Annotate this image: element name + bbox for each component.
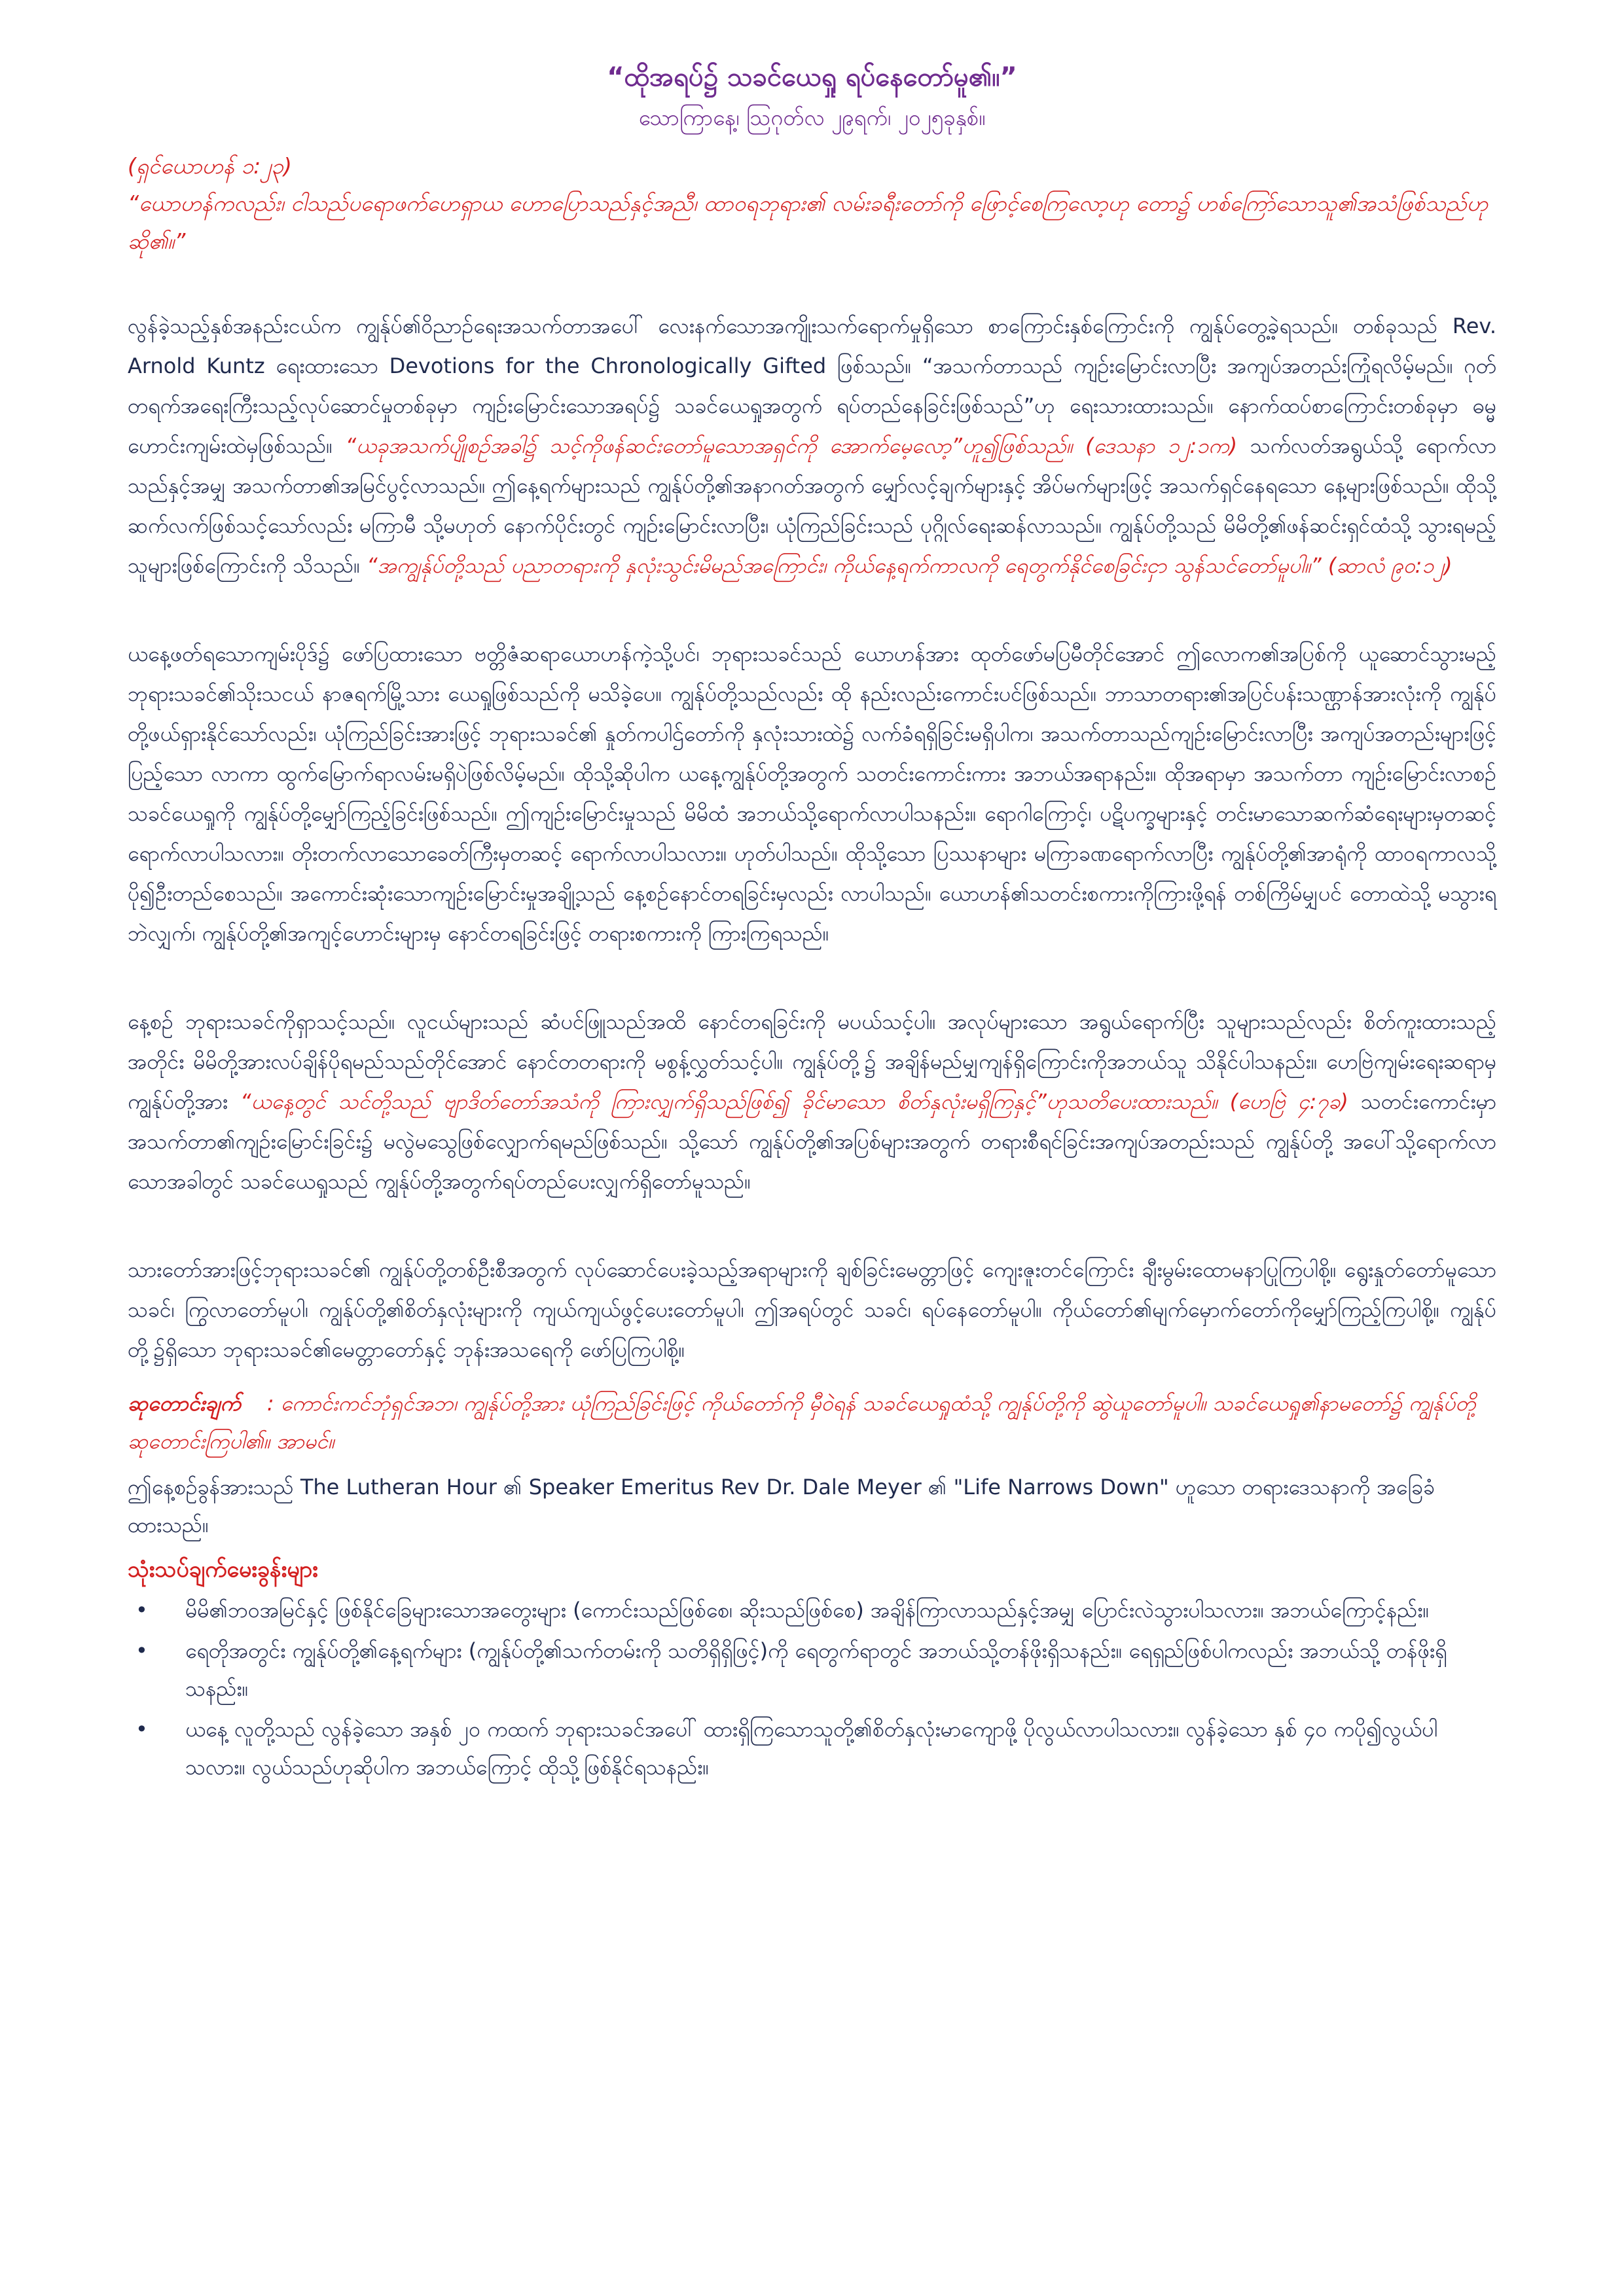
question-text: ယနေ့ လူတို့သည် လွန်ခဲ့သော အနှစ် ၂၀ ကထက် ဘုရားသခင်အပေါ် ထားရှိကြသောသူတို့၏စိတ်နှလုံးမာကျောဖို့ ပိုလွယ်လာပါသလား။ လွန်ခဲ့သော နှစ် ၄၀ ကပို၍လွယ်ပါသလား။ လွယ်သည်ဟုဆိုပါက အဘယ်ကြောင့် ထိုသို့ဖြစ်နိုင်ရသနည်း။ [185,1717,1437,1780]
paragraph-4: သားတော်အားဖြင့်ဘုရားသခင်၏ ကျွန်ုပ်တို့တစ်ဦးစီအတွက် လုပ်ဆောင်ပေးခဲ့သည့်အရာများကို ချစ်ခြင်းမေတ္တာဖြင့် ကျေးဇူးတင်ကြောင်း ချီးမွမ်းထောမနာပြုကြပါစို့။ ရွေးနှုတ်တော်မူသောသခင်၊ ကြွလာတော်မူပါ၊ ကျွန်ုပ်တို့၏စိတ်နှလုံးများကို ကျယ်ကျယ်ဖွင့်ပေးတော်မူပါ၊ ဤအရပ်တွင် သခင်၊ ရပ်နေတော်မူပါ။ ကိုယ်တော်၏မျက်မှောက်တော်ကိုမျှော်ကြည့်ကြပါစို့။ ကျွန်ုပ်တို့၌ရှိသော ဘုရားသခင်၏မေတ္တာတော်နှင့် ဘုန်းအသရေကို ဖော်ပြကြပါစို့။ [128,1257,1496,1362]
scripture-reference: (ရှင်ယောဟန် ၁:၂၃) [128,153,292,179]
paragraph-1 [128,306,1496,586]
paragraph-3-quote: “ယနေ့တွင် သင်တို့သည် ဗျာဒိတ်တော်အသံကို ကြားလျှက်ရှိသည်ဖြစ်၍ ခိုင်မာသော စိတ်နှလုံးမရှိကြနှင့်”ဟုသတိပေးထားသည်။ (ဟေဗြဲ ၄:၇ခ) [240,1089,1348,1114]
question-item [135,1591,1496,1629]
paragraph-1-quote-b: “အကျွန်ုပ်တို့သည် ပညာတရားကို နှလုံးသွင်းမိမည်အကြောင်း၊ ကိုယ်နေ့ရက်ကာလကို ရေတွက်နိုင်စေခြင်းငှာ သွန်သင်တော်မူပါ။” (ဆာလံ ၉၀:၁၂) [367,553,1453,578]
bullet-icon: • [135,1717,148,1742]
question-item [135,1632,1496,1708]
bullet-icon: • [135,1638,148,1663]
scripture-verse: “ယောဟန်ကလည်း၊ ငါသည်ပရောဖက်ဟေရှာယ ဟောပြောသည်နှင့်အညီ၊ ထာဝရဘုရား၏ လမ်းခရီးတော်ကို ဖြောင့်စေကြလော့ဟု တော၌ ဟစ်ကြော်သောသူ၏အသံဖြစ်သည်ဟု ဆို၏။” [128,190,1489,254]
paragraph-3-text-b: သတင်းကောင်းမှာ အသက်တာ၏ကျဉ်းမြောင်းခြင်း၌ မလွဲမသွေဖြစ်လျှောက်ရမည်ဖြစ်သည်။ သို့သော် ကျွန်ုပ်တို့၏အပြစ်များအတွက် တရားစီရင်ခြင်းအကျပ်အတည်းသည် ကျွန်ုပ်တို့ အပေါ်သို့ရောက်လာသောအခါတွင် သခင်ယေရှုသည် ကျွန်ုပ်တို့အတွက်ရပ်တည်ပေးလျှက်ရှိတော်မူသည်။ [128,1089,1497,1194]
bullet-icon: • [135,1598,148,1623]
paragraph-3 [128,1002,1496,1202]
paragraph-1-text-b: သက်လတ်အရွယ်သို့ ရောက်လာသည်နှင့်အမျှ အသက်တာ၏အမြင်ပွင့်လာသည်။ ဤနေ့ရက်များသည် ကျွန်ုပ်တို့၏အနာဂတ်အတွက် မျှော်လင့်ချက်များနှင့် အိပ်မက်များဖြင့် အသက်ရှင်နေရသော နေ့များဖြစ်သည်။ ထိုသို့ဆက်လက်ဖြစ်သင့်သော်လည်း မကြာမီ သို့မဟုတ် နောက်ပိုင်းတွင် ကျဉ်းမြောင်းလာပြီး၊ ယုံကြည်ခြင်းသည် ပုဂ္ဂိုလ်ရေးဆန်လာသည်။ ကျွန်ုပ်တို့သည် မိမိတို့၏ဖန်ဆင်းရှင်ထံသို့ သွားရမည့်သူများဖြစ်ကြောင်းကို သိသည်။ [128,433,1497,578]
paragraph-2: ယနေ့ဖတ်ရသောကျမ်းပိုဒ်၌ ဖော်ပြထားသော ဗတ္တိဇံဆရာယောဟန်ကဲ့သို့ပင်၊ ဘုရားသခင်သည် ယောဟန်အား ထုတ်ဖော်မပြမီတိုင်အောင် ဤလောက၏အပြစ်ကို ယူဆောင်သွားမည့်ဘုရားသခင်၏သိုးသငယ် နာဇရက်မြို့သား ယေရှုဖြစ်သည်ကို မသိခဲ့ပေ။ ကျွန်ုပ်တို့သည်လည်း ထို နည်းလည်းကောင်းပင်ဖြစ်သည်။ ဘာသာတရား၏အပြင်ပန်းသဏ္ဌာန်အားလုံးကို ကျွန်ုပ်တို့ဖယ်ရှားနိုင်သော်လည်း၊ ယုံကြည်ခြင်းအားဖြင့် ဘုရားသခင်၏ နှုတ်ကပါဌ်တော်ကို နှလုံးသားထဲ၌ လက်ခံရရှိခြင်းမရှိပါက၊ အသက်တာသည်ကျဉ်းမြောင်းလာပြီး အကျပ်အတည်းများဖြင့်ပြည့်သော လာကာ ထွက်မြောက်ရာလမ်းမရှိပဲဖြစ်လိမ့်မည်။ ထိုသို့ဆိုပါက ယနေ့ကျွန်ုပ်တို့အတွက် သတင်းကောင်းကား အဘယ်အရာနည်း။ ထိုအရာမှာ အသက်တာ ကျဉ်းမြောင်းလာစဉ် သခင်ယေရှုကို ကျွန်ုပ်တို့မျှော်ကြည့်ခြင်းဖြစ်သည်။ ဤကျဉ်းမြောင်းမှုသည် မိမိထံ အဘယ်သို့ရောက်လာပါသနည်း။ ရောဂါကြောင့်၊ ပဋိပက္ခများနှင့် တင်းမာသောဆက်ဆံရေးများမှတဆင့် ရောက်လာပါသလား။ တိုးတက်လာသောခေတ်ကြီးမှတဆင့် ရောက်လာပါသလား။ ဟုတ်ပါသည်။ ထိုသို့သော ပြဿနာများ မကြာခဏရောက်လာပြီး ကျွန်ုပ်တို့၏အာရုံကို ထာဝရကာလသို့ ပို၍ဦးတည်စေသည်။ အကောင်းဆုံးသောကျဉ်းမြောင်းမှုအချို့သည် နေ့စဉ်နောင်တရခြင်းမှလည်း လာပါသည်။ ယောဟန်၏သတင်းစကားကိုကြားဖို့ရန် တစ်ကြိမ်မျှပင် တောထဲသို့ မသွားရဘဲလျှက်၊ ကျွန်ုပ်တို့၏အကျင့်ဟောင်းများမှ နောင်တရခြင်းဖြင့် တရားစကားကို ကြားကြရသည်။ [128,641,1496,946]
paragraph-1-text-a: လွန်ခဲ့သည့်နှစ်အနည်းငယ်က ကျွန်ုပ်၏ဝိညာဉ်ရေးအသက်တာအပေါ် လေးနက်သောအကျိုးသက်ရောက်မှုရှိသော စာကြောင်းနှစ်ကြောင်းကို ကျွန်ုပ်တွေ့ခဲ့ရသည်။ တစ်ခုသည် Rev. Arnold Kuntz ရေးထားသော Devotions for the Chronologically Gifted ဖြစ်သည်။ “အသက်တာသည် ကျဉ်းမြောင်းလာပြီး အကျပ်အတည်းကြုံရလိမ့်မည်။ ဂုတ်တရက်အရေးကြီးသည့်လုပ်ဆောင်မှုတစ်ခုမှာ ကျဉ်းမြောင်းသောအရပ်၌ သခင်ယေရှုအတွက် ရပ်တည်နေခြင်းဖြစ်သည်”ဟု ရေးသားထားသည်။ နောက်ထပ်စာကြောင်းတစ်ခုမှာ ဓမ္မဟောင်းကျမ်းထဲမှဖြစ်သည်။ [128,314,1496,458]
sermon-credit: ဤနေ့စဉ်ခွန်အားသည် The Lutheran Hour ၏ Speaker Emeritus Rev Dr. Dale Meyer ၏ "Life Narrows Down" ဟူသော တရားဒေသနာကို အခြေခံထားသည်။ [128,1475,1435,1537]
prayer-label: ဆုတောင်းချက် [128,1391,241,1416]
prayer [128,1384,1496,1460]
reflection-questions-list [128,1591,1496,1786]
question-item [135,1710,1496,1786]
paragraph-1-quote-a: “ယခုအသက်ပျိုစဉ်အခါ၌ သင့်ကိုဖန်ဆင်းတော်မူသောအရှင်ကို အောက်မေ့လော့”ဟူ၍ဖြစ်သည်။ (ဒေသနာ ၁၂:၁က) [345,433,1238,458]
question-text: ရေတိုအတွင်း ကျွန်ုပ်တို့၏နေ့ရက်များ (ကျွန်ုပ်တို့၏သက်တမ်းကို သတိရှိရှိဖြင့်)ကို ရေတွက်ရာတွင် အဘယ်သို့တန်ဖိုးရှိသနည်း။ ရေရှည်ဖြစ်ပါကလည်း အဘယ်သို့ တန်ဖိုးရှိသနည်း။ [185,1638,1447,1701]
question-text: မိမိ၏ဘဝအမြင်နှင့် ဖြစ်နိုင်ခြေများသောအတွေးများ (ကောင်းသည်ဖြစ်စေ၊ ဆိုးသည်ဖြစ်စေ) အချိန်ကြာလာသည်နှင့်အမျှ ပြောင်းလဲသွားပါသလား။ အဘယ်ကြောင့်နည်း။ [185,1598,1430,1623]
prayer-text: : ကောင်းကင်ဘုံရှင်အဘ၊ ကျွန်ုပ်တို့အား ယုံကြည်ခြင်းဖြင့် ကိုယ်တော်ကို မှီဝဲရန် သခင်ယေရှုထံသို့ ကျွန်ုပ်တို့ကို ဆွဲယူတော်မူပါ။ သခင်ယေရှု၏နာမတော်၌ ကျွန်ုပ်တို့ဆုတောင်းကြပါ၏။ အာမင်။ [128,1391,1476,1454]
reflection-questions-heading: သုံးသပ်ချက်မေးခွန်းများ [128,1556,318,1583]
page-title: “ထိုအရပ်၌ သခင်ယေရှု ရပ်နေတော်မူ၏။” [607,62,1017,92]
date-line: သောကြာနေ့၊ ဩဂုတ်လ ၂၉ရက်၊ ၂၀၂၅ခုနှစ်။ [638,105,986,130]
paragraph-3-text-a: နေ့စဉ် ဘုရားသခင်ကိုရှာသင့်သည်။ လူငယ်များသည် ဆံပင်ဖြူသည်အထိ နောင်တရခြင်းကို မပယ်သင့်ပါ။ အလုပ်များသော အရွယ်ရောက်ပြီး သူများသည်လည်း စိတ်ကူးထားသည့်အတိုင်း မိမိတို့အားလပ်ချိန်ပိုရမည်သည်တိုင်အောင် နောင်တတရားကို မစွန့်လွှတ်သင့်ပါ။ ကျွန်ုပ်တို့၌ အချိန်မည်မျှကျန်ရှိကြောင်းကိုအဘယ်သူ သိနိုင်ပါသနည်း။ ဟေဗြဲကျမ်းရေးဆရာမှ ကျွန်ုပ်တို့အား [128,1009,1496,1114]
